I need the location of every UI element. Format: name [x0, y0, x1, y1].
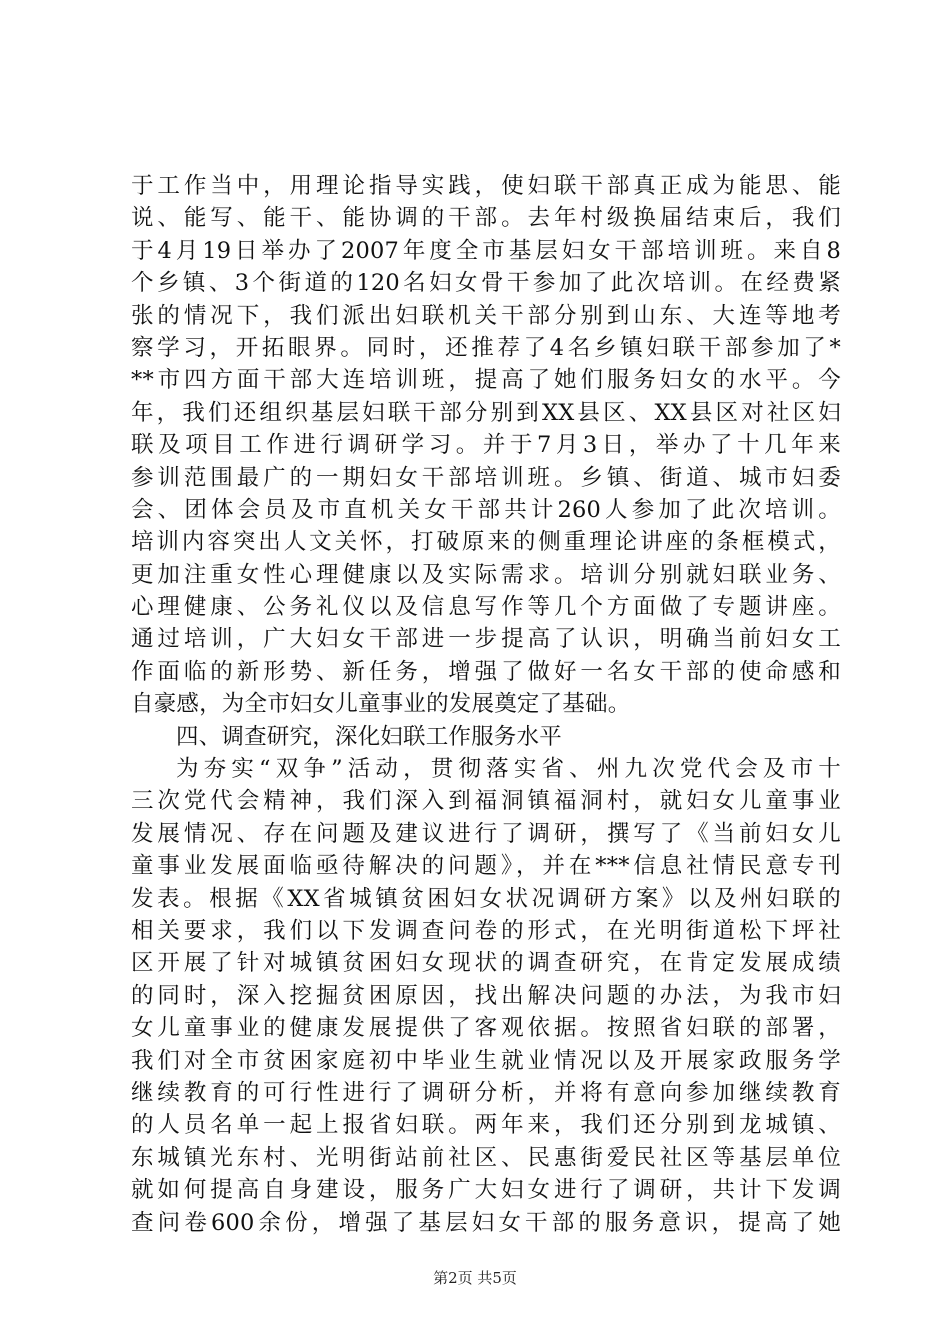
text-line: 发表。根据《XX省城镇贫困妇女状况调研方案》以及州妇联的 [131, 885, 841, 912]
text-line: 说、能写、能干、能协调的干部。去年村级换届结束后，我们 [131, 205, 841, 232]
text-line: 自豪感，为全市妇女儿童事业的发展奠定了基础。 [131, 691, 631, 718]
document-body [131, 170, 841, 1239]
text-line: 女儿童事业的健康发展提供了客观依据。按照省妇联的部署， [131, 1015, 841, 1042]
text-line: 于工作当中，用理论指导实践，使妇联干部真正成为能思、能 [131, 173, 841, 199]
text-line: 张的情况下，我们派出妇联机关干部分别到山东、大连等地考 [131, 302, 841, 329]
text-line: 的同时，深入挖掘贫困原因，找出解决问题的办法，为我市妇 [131, 982, 841, 1009]
text-line: 相关要求，我们以下发调查问卷的形式，在光明街道松下坪社 [131, 917, 841, 944]
text-line: 查问卷600余份，增强了基层妇女干部的服务意识，提高了她 [131, 1209, 841, 1236]
text-line: 我们对全市贫困家庭初中毕业生就业情况以及开展家政服务学 [131, 1047, 841, 1074]
text-line: 年，我们还组织基层妇联干部分别到XX县区、XX县区对社区妇 [131, 399, 841, 426]
text-line: 联及项目工作进行调研学习。并于7月3日，举办了十几年来 [131, 432, 841, 459]
text-line: 的人员名单一起上报省妇联。两年来，我们还分别到龙城镇、 [131, 1112, 841, 1139]
text-line: 更加注重女性心理健康以及实际需求。培训分别就妇联业务、 [131, 561, 841, 588]
text-line: 培训内容突出人文关怀，打破原来的侧重理论讲座的条框模式， [131, 529, 841, 556]
text-line: 就如何提高自身建设，服务广大妇女进行了调研，共计下发调 [131, 1177, 841, 1204]
text-line: 通过培训，广大妇女干部进一步提高了认识，明确当前妇女工 [131, 626, 841, 653]
text-line: 察学习，开拓眼界。同时，还推荐了4名乡镇妇联干部参加了* [131, 334, 841, 361]
section-heading: 四、调查研究，深化妇联工作服务水平 [176, 723, 562, 750]
page-number: 第2页 共5页 [433, 1269, 517, 1287]
text-line: 发展情况、存在问题及建议进行了调研，撰写了《当前妇女儿 [131, 820, 841, 847]
text-line: 个乡镇、3个街道的120名妇女骨干参加了此次培训。在经费紧 [131, 270, 841, 297]
text-line: 区开展了针对城镇贫困妇女现状的调查研究，在肯定发展成绩 [131, 950, 841, 977]
text-line: 于4月19日举办了2007年度全市基层妇女干部培训班。来自8 [131, 237, 841, 264]
text-line: 童事业发展面临亟待解决的问题》，并在***信息社情民意专刊 [131, 853, 841, 880]
text-line: 作面临的新形势、新任务，增强了做好一名女干部的使命感和 [131, 658, 841, 685]
text-line: 三次党代会精神，我们深入到福洞镇福洞村，就妇女儿童事业 [131, 788, 841, 815]
text-line: 心理健康、公务礼仪以及信息写作等几个方面做了专题讲座。 [131, 594, 841, 621]
text-line: 继续教育的可行性进行了调研分析，并将有意向参加继续教育 [131, 1079, 841, 1106]
text-line: 东城镇光东村、光明街站前社区、民惠街爱民社区等基层单位 [131, 1144, 841, 1171]
text-line: 为夯实“双争”活动，贯彻落实省、州九次党代会及市十 [176, 756, 841, 783]
text-line: 会、团体会员及市直机关女干部共计260人参加了此次培训。 [131, 496, 841, 523]
text-line: 参训范围最广的一期妇女干部培训班。乡镇、街道、城市妇委 [131, 464, 841, 491]
text-line: **市四方面干部大连培训班，提高了她们服务妇女的水平。今 [131, 367, 841, 394]
